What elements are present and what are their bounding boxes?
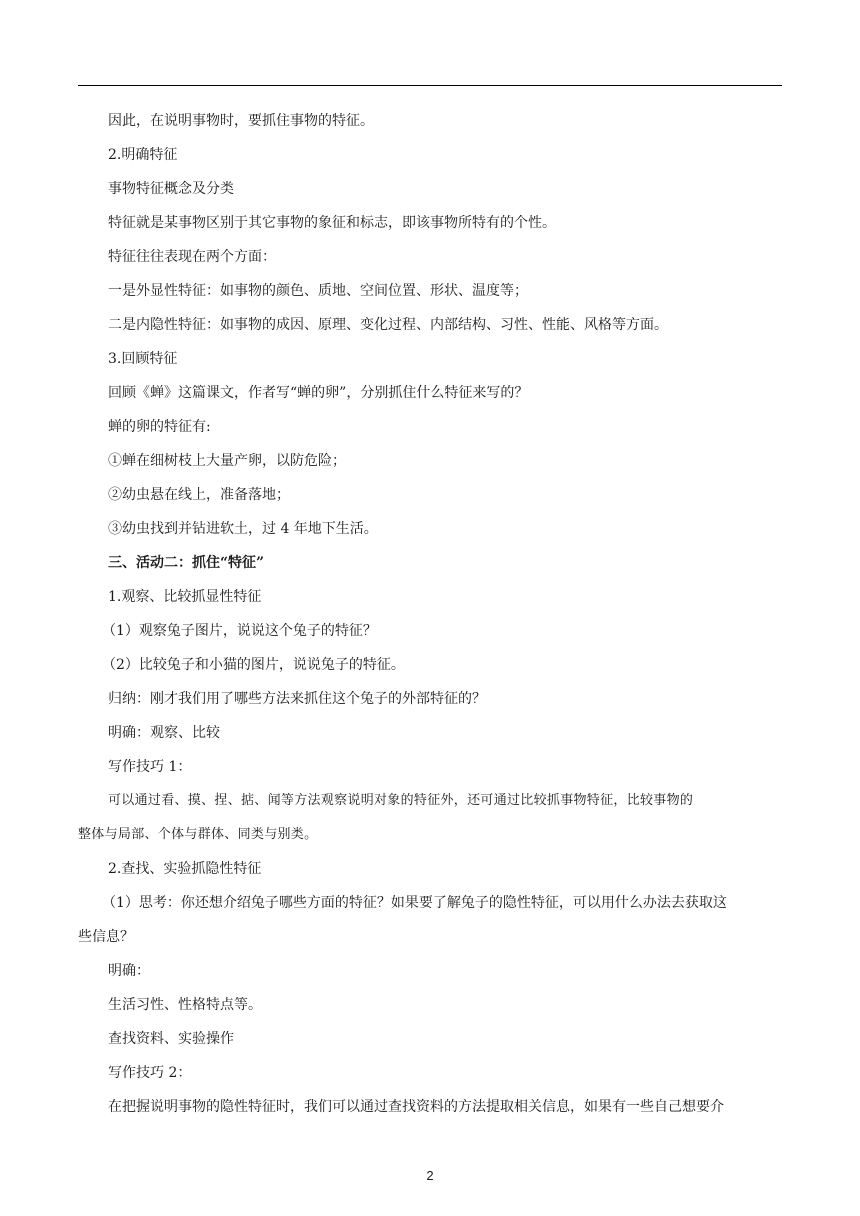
header-rule (78, 85, 782, 86)
paragraph: 一是外显性特征：如事物的颜色、质地、空间位置、形状、温度等； (108, 283, 528, 299)
paragraph: 写作技巧 1： (108, 759, 192, 775)
section-heading: 3.回顾特征 (108, 351, 178, 367)
page-number: 2 (426, 1168, 434, 1183)
section-heading: 1.观察、比较抓显性特征 (108, 589, 262, 605)
paragraph: 因此，在说明事物时，要抓住事物的特征。 (108, 113, 374, 129)
list-item: （1）观察兔子图片，说说这个兔子的特征？ (102, 623, 377, 639)
paragraph: 写作技巧 2： (108, 1065, 192, 1081)
activity-heading: 三、活动二：抓住“特征” (108, 555, 265, 571)
paragraph: 归纳：刚才我们用了哪些方法来抓住这个兔子的外部特征的？ (108, 691, 486, 707)
paragraph: 整体与局部、个体与群体、同类与别类。 (78, 827, 318, 842)
paragraph: 二是内隐性特征：如事物的成因、原理、变化过程、内部结构、习性、性能、风格等方面。 (108, 317, 668, 333)
paragraph: （1）思考：你还想介绍兔子哪些方面的特征？如果要了解兔子的隐性特征，可以用什么办法去获取这 (102, 895, 727, 911)
list-item: ③幼虫找到并钻进软土，过 4 年地下生活。 (108, 521, 378, 537)
paragraph: 特征往往表现在两个方面： (108, 249, 276, 265)
paragraph: 查找资料、实验操作 (108, 1031, 234, 1047)
list-item: （2）比较兔子和小猫的图片，说说兔子的特征。 (102, 657, 405, 673)
paragraph: 明确： (108, 963, 150, 979)
paragraph: 生活习性、性格特点等。 (108, 997, 262, 1013)
paragraph: 在把握说明事物的隐性特征时，我们可以通过查找资料的方法提取相关信息，如果有一些自己想要介 (108, 1099, 724, 1115)
document-body (78, 104, 782, 1124)
list-item: ①蝉在细树枝上大量产卵，以防危险； (108, 453, 346, 469)
list-item: ②幼虫悬在线上，准备落地； (108, 487, 290, 503)
paragraph: 蝉的卵的特征有: (108, 419, 211, 435)
paragraph: 特征就是某事物区别于其它事物的象征和标志，即该事物所特有的个性。 (108, 215, 556, 231)
paragraph: 些信息？ (78, 929, 134, 945)
paragraph: 回顾《蝉》这篇课文，作者写“蝉的卵”，分别抓住什么特征来写的？ (108, 385, 529, 401)
section-heading: 2.明确特征 (108, 147, 178, 163)
paragraph: 可以通过看、摸、捏、掂、闻等方法观察说明对象的特征外，还可通过比较抓事物特征，比较事物的 (108, 793, 694, 808)
paragraph: 明确：观察、比较 (108, 725, 220, 741)
paragraph: 事物特征概念及分类 (108, 181, 234, 197)
section-heading: 2.查找、实验抓隐性特征 (108, 861, 262, 877)
